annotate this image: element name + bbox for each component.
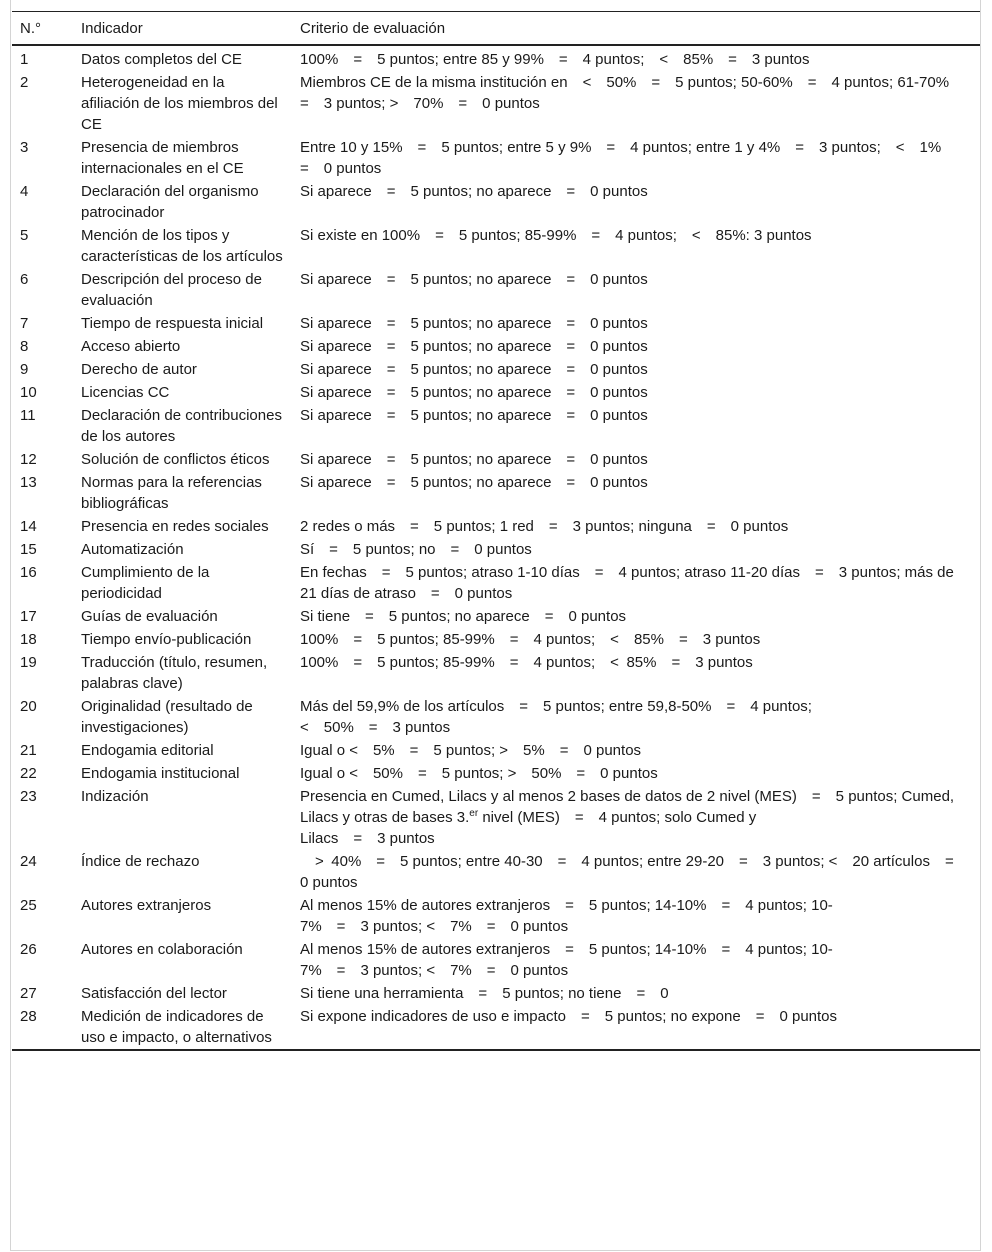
row-indicator: Originalidad (resultado de investigaciones) (81, 698, 253, 736)
table-row (12, 224, 980, 268)
row-indicator: Endogamia institucional (81, 765, 240, 782)
row-indicator: Presencia en redes sociales (81, 518, 269, 535)
row-indicator: Autores extranjeros (81, 897, 212, 914)
row-number: 26 (20, 941, 37, 958)
table-row (12, 938, 980, 982)
row-indicator: Guías de evaluación (81, 608, 218, 625)
row-indicator: Satisfacción del lector (81, 985, 227, 1002)
row-indicator: Mención de los tipos y características de los artículos (81, 227, 283, 265)
row-number: 19 (20, 654, 37, 671)
row-criterion: Miembros CE de la misma institución en < 50% = 5 puntos; 50-60% = 4 puntos; 61-70% = 3 puntos; > 70% = 0 puntos (300, 74, 965, 112)
row-number: 7 (20, 315, 29, 332)
row-criterion: Si aparece = 5 puntos; no aparece = 0 puntos (300, 451, 648, 468)
table-row (12, 982, 980, 1005)
table-row (12, 448, 980, 471)
row-criterion (292, 785, 980, 850)
row-number: 28 (20, 1008, 37, 1025)
row-criterion: 100% = 5 puntos; 85-99% = 4 puntos; < 85% = 3 puntos (300, 654, 753, 671)
row-indicator: Automatización (81, 541, 184, 558)
row-criterion: Si aparece = 5 puntos; no aparece = 0 puntos (300, 384, 648, 401)
row-number: 3 (20, 139, 29, 156)
header-number: N.° (20, 19, 41, 37)
row-indicator: Heterogeneidad en la afiliación de los miembros del CE (81, 74, 278, 133)
table-row (12, 71, 980, 136)
row-indicator: Cumplimiento de la periodicidad (81, 564, 210, 602)
table-row (12, 45, 980, 71)
table-row (12, 381, 980, 404)
row-criterion: Si tiene una herramienta = 5 puntos; no tiene = 0 (300, 985, 669, 1002)
row-number: 12 (20, 451, 37, 468)
row-indicator: Licencias CC (81, 384, 170, 401)
row-criterion: Más del 59,9% de los artículos = 5 puntos; entre 59,8-50% = 4 puntos; < 50% = 3 puntos (300, 698, 812, 736)
row-number: 22 (20, 765, 37, 782)
row-indicator: Medición de indicadores de uso e impacto, o alternativos (81, 1008, 272, 1046)
row-number: 11 (20, 407, 36, 424)
row-criterion: Igual o < 5% = 5 puntos; > 5% = 0 puntos (300, 742, 642, 759)
row-indicator: Tiempo de respuesta inicial (81, 315, 264, 332)
row-number: 21 (20, 742, 37, 759)
row-criterion: 2 redes o más = 5 puntos; 1 red = 3 puntos; ninguna = 0 puntos (300, 518, 789, 535)
row-number: 5 (20, 227, 29, 244)
ordinal-superscript: er (469, 808, 479, 819)
criterion-text: Presencia en Cumed, Lilacs y al menos 2 bases de datos de 2 nivel (MES) = 5 puntos; Cumed, Lilacs y otras de bases 3. (300, 788, 955, 826)
row-number: 6 (20, 271, 29, 288)
row-criterion: Sí = 5 puntos; no = 0 puntos (300, 541, 532, 558)
row-number: 25 (20, 897, 37, 914)
row-indicator: Índice de rechazo (81, 853, 200, 870)
row-number: 9 (20, 361, 29, 378)
row-number: 27 (20, 985, 37, 1002)
table-row (12, 651, 980, 695)
row-number: 16 (20, 564, 37, 581)
table-row (12, 785, 980, 850)
row-number: 10 (20, 384, 37, 401)
table-row (12, 404, 980, 448)
table-row (12, 358, 980, 381)
row-criterion: Si aparece = 5 puntos; no aparece = 0 puntos (300, 338, 648, 355)
row-number: 8 (20, 338, 29, 355)
row-criterion: Igual o < 50% = 5 puntos; > 50% = 0 puntos (300, 765, 658, 782)
row-number: 4 (20, 183, 29, 200)
row-criterion: Si aparece = 5 puntos; no aparece = 0 puntos (300, 271, 648, 288)
row-criterion: Entre 10 y 15% = 5 puntos; entre 5 y 9% = 4 puntos; entre 1 y 4% = 3 puntos; < 1% = 0 puntos (300, 139, 957, 177)
row-criterion: Si aparece = 5 puntos; no aparece = 0 puntos (300, 474, 648, 491)
row-criterion: > 40% = 5 puntos; entre 40-30 = 4 puntos; entre 29-20 = 3 puntos; < 20 artículos = 0 puntos (300, 853, 969, 891)
row-number: 23 (20, 788, 37, 805)
row-number: 2 (20, 74, 29, 91)
table-row (12, 538, 980, 561)
row-indicator: Traducción (título, resumen, palabras clave) (81, 654, 268, 692)
row-criterion: Si aparece = 5 puntos; no aparece = 0 puntos (300, 407, 648, 424)
row-indicator: Endogamia editorial (81, 742, 214, 759)
table-row (12, 561, 980, 605)
row-criterion: Al menos 15% de autores extranjeros = 5 puntos; 14-10% = 4 puntos; 10- 7% = 3 puntos; < 7% = 0 puntos (300, 897, 833, 935)
row-number: 20 (20, 698, 37, 715)
row-criterion: Si aparece = 5 puntos; no aparece = 0 puntos (300, 361, 648, 378)
row-criterion: Si expone indicadores de uso e impacto = 5 puntos; no expone = 0 puntos (300, 1008, 838, 1025)
table-row (12, 335, 980, 358)
row-criterion: Al menos 15% de autores extranjeros = 5 puntos; 14-10% = 4 puntos; 10- 7% = 3 puntos; < 7% = 0 puntos (300, 941, 833, 979)
table-row (12, 894, 980, 938)
table-row (12, 695, 980, 739)
table-row (12, 739, 980, 762)
table-row (12, 1005, 980, 1050)
table-row (12, 515, 980, 538)
table-row (12, 471, 980, 515)
table-row (12, 180, 980, 224)
row-indicator: Indización (81, 788, 149, 805)
row-criterion: En fechas = 5 puntos; atraso 1-10 días = 4 puntos; atraso 11-20 días = 3 puntos; más de 21 días de atraso = 0 puntos (300, 564, 954, 602)
criterion-text: nivel (MES) = 4 puntos; solo Cumed y Lilacs = 3 puntos (300, 809, 757, 847)
header-criterion: Criterio de evaluación (300, 19, 446, 37)
row-criterion: Si aparece = 5 puntos; no aparece = 0 puntos (300, 315, 648, 332)
row-criterion: 100% = 5 puntos; entre 85 y 99% = 4 puntos; < 85% = 3 puntos (300, 51, 810, 68)
row-number: 13 (20, 474, 37, 491)
evaluation-criteria-table (12, 11, 980, 1051)
row-indicator: Derecho de autor (81, 361, 197, 378)
row-number: 18 (20, 631, 37, 648)
table-row (12, 628, 980, 651)
row-indicator: Declaración de contribuciones de los autores (81, 407, 282, 445)
row-criterion: Si aparece = 5 puntos; no aparece = 0 puntos (300, 183, 648, 200)
row-indicator: Autores en colaboración (81, 941, 243, 958)
row-indicator: Datos completos del CE (81, 51, 242, 68)
row-number: 1 (20, 51, 29, 68)
table-row (12, 605, 980, 628)
row-indicator: Solución de conflictos éticos (81, 451, 270, 468)
header-row (12, 12, 980, 46)
row-indicator: Descripción del proceso de evaluación (81, 271, 262, 309)
row-criterion: Si tiene = 5 puntos; no aparece = 0 puntos (300, 608, 627, 625)
row-indicator: Normas para la referencias bibliográficas (81, 474, 262, 512)
row-number: 17 (20, 608, 37, 625)
row-number: 15 (20, 541, 37, 558)
table-row (12, 312, 980, 335)
table-row (12, 850, 980, 894)
row-criterion: Si existe en 100% = 5 puntos; 85-99% = 4 puntos; < 85%: 3 puntos (300, 227, 812, 244)
row-indicator: Presencia de miembros internacionales en el CE (81, 139, 244, 177)
row-indicator: Acceso abierto (81, 338, 181, 355)
row-number: 24 (20, 853, 37, 870)
row-criterion: 100% = 5 puntos; 85-99% = 4 puntos; < 85% = 3 puntos (300, 631, 761, 648)
row-indicator: Declaración del organismo patrocinador (81, 183, 259, 221)
table-row (12, 268, 980, 312)
header-indicator: Indicador (81, 19, 143, 37)
table-row (12, 762, 980, 785)
row-indicator: Tiempo envío-publicación (81, 631, 252, 648)
row-number: 14 (20, 518, 37, 535)
table-row (12, 136, 980, 180)
